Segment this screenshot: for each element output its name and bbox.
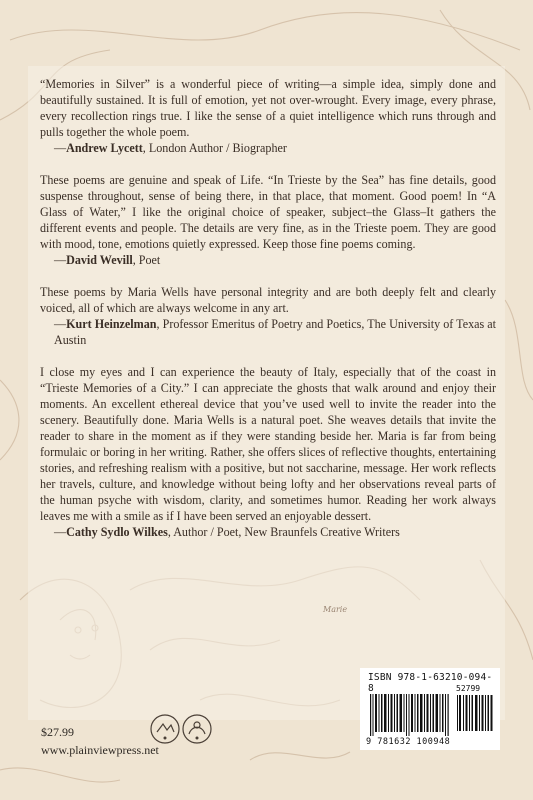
reviewer-role: , Professor Emeritus of Poetry and Poetics, The University of Texas at Austin xyxy=(54,317,496,347)
reviewer-role: , Poet xyxy=(132,253,161,267)
publisher-website: www.plainviewpress.net xyxy=(41,743,159,757)
reviewer-role: , London Author / Biographer xyxy=(142,141,287,155)
reviewer-role: , Author / Poet, New Braunfels Creative Writers xyxy=(167,525,400,539)
review-2 xyxy=(40,172,496,268)
review-text: I close my eyes and I can experience the beauty of Italy, especially that of the coast in “Trieste Memories of a City.” I can appreciate the ghosts that walk around and enjoy their moments. An excellent ethereal device that you’ve used well to invite the reader into the scenery. Beautifully done. Maria Wells is a natural poet. She weaves details that invite the reader to share in the moment as if they were standing beside her. Maria is far from being formulaic or boring in her writing. Rather, she offers slices of reflective thoughts, entertaining stories, and refreshing realism with a positive, but not saccharine, message. Her work reflects her travels, culture, and knowledge without being lofty and her observations reveal parts of the human psyche with wisdom, clarity, and sometimes humor. Reading her work always leaves me with a smile as if I have been served an enjoyable dessert. xyxy=(40,365,496,523)
review-text: “Memories in Silver” is a wonderful piece of writing—a simple idea, simply done and beautifully sustained. It is full of emotion, yet not over-wrought. Every image, every phrase, every recollection rings true. I like the sense of a quiet intelligence which runs through and pulls together the whole poem. xyxy=(40,77,496,139)
barcode-digits: 9 781632 100948 xyxy=(366,737,451,747)
artist-signature: Marie xyxy=(323,605,348,614)
review-text: These poems are genuine and speak of Life. “In Trieste by the Sea” has fine details, good suspense throughout, sense of being there, in that place, that moment. Good poem! In “A Glass of Water,” I like the original choice of speaker, subject–the Glass–It gathers the different events and people. The details are very fine, as in the Trieste poem. They are good with mood, tone, emotions quietly expressed. Keep those fine poems coming. xyxy=(40,173,496,251)
reviews-column xyxy=(40,76,496,540)
isbn-label: ISBN 978-1-63210-094-8 xyxy=(368,672,493,694)
review-text: These poems by Maria Wells have personal integrity and are both deeply felt and clearly voiced, all of which are always welcome in any art. xyxy=(40,285,496,315)
review-3 xyxy=(40,284,496,348)
review-1 xyxy=(40,76,496,156)
reviewer-name: Kurt Heinzelman xyxy=(66,317,157,331)
price-label: $27.99 xyxy=(41,725,74,739)
ean-barcode xyxy=(368,694,452,736)
reviewer-name: David Wevill xyxy=(66,253,133,267)
addon-barcode xyxy=(456,695,496,731)
reviewer-name: Andrew Lycett xyxy=(66,141,143,155)
review-4 xyxy=(40,364,496,540)
review-attribution: —Kurt Heinzelman, Professor Emeritus of Poetry and Poetics, The University of Texas at Austin xyxy=(54,317,496,347)
review-attribution: —David Wevill, Poet xyxy=(54,253,161,267)
publisher-logo xyxy=(148,712,214,746)
review-attribution: —Cathy Sydlo Wilkes, Author / Poet, New Braunfels Creative Writers xyxy=(54,525,400,539)
reviewer-name: Cathy Sydlo Wilkes xyxy=(66,525,168,539)
barcode-box xyxy=(360,668,500,750)
isbn-addon-number: 52799 xyxy=(456,684,481,693)
review-attribution: —Andrew Lycett, London Author / Biographer xyxy=(54,141,287,155)
